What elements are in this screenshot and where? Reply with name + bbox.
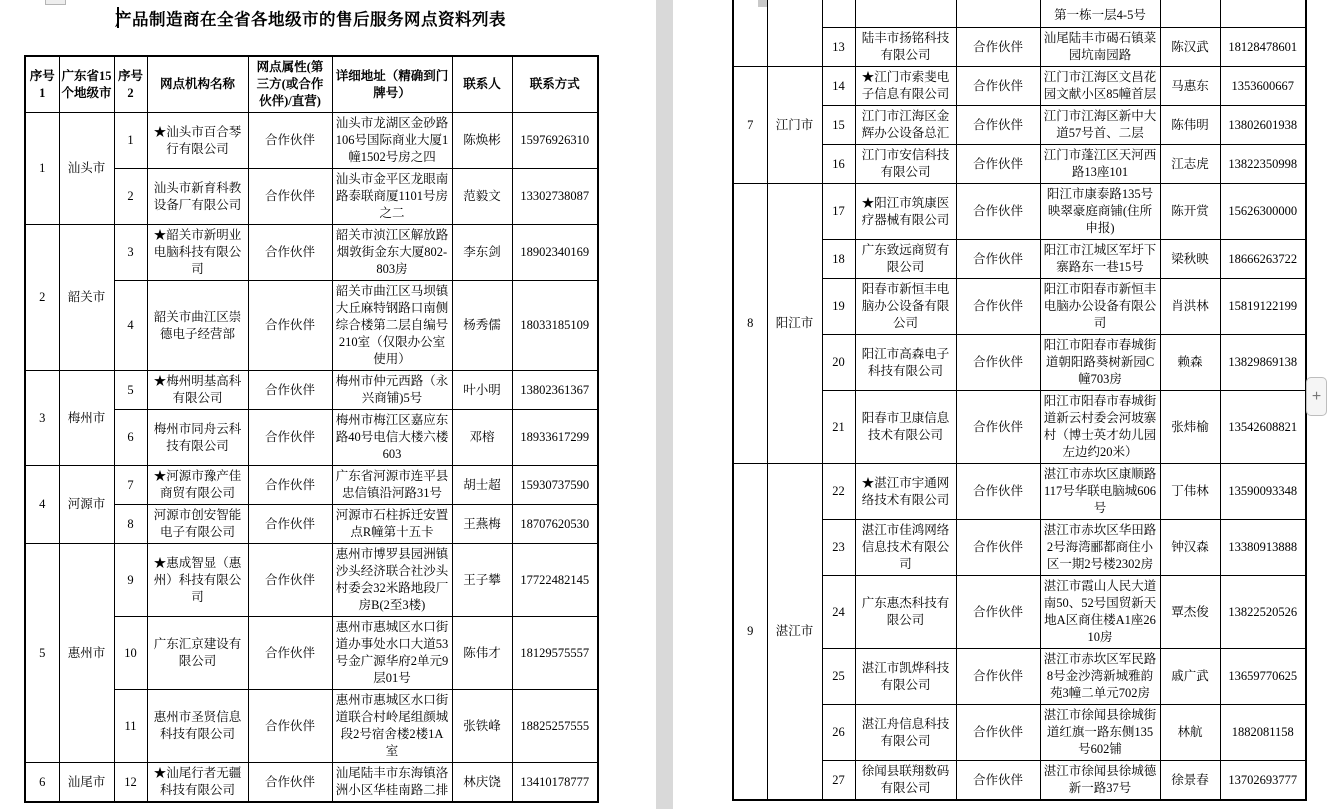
- top-edge-fragment-icon: [758, 0, 767, 7]
- no-cell: 9: [114, 544, 147, 617]
- group-no-cell: 4: [25, 466, 59, 544]
- addr-cell: 汕尾陆丰市碣石镇菜园坑南园路: [1040, 28, 1160, 67]
- table-row: [25, 466, 598, 505]
- group-city-cell: 汕头市: [59, 113, 114, 225]
- attr-cell: 合作伙伴: [956, 106, 1040, 145]
- contact-cell: 钟汉森: [1160, 520, 1220, 576]
- addr-cell: 汕头市金平区龙眼南路泰联商厦1101号房之二: [332, 169, 452, 225]
- phone-cell: 13802601938: [1220, 106, 1306, 145]
- no-cell: 23: [822, 520, 855, 576]
- no-cell: 1: [114, 113, 147, 169]
- name-cell: 韶关市曲江区崇德电子经营部: [147, 281, 248, 371]
- no-cell: 14: [822, 67, 855, 106]
- addr-cell: 阳江市阳春市春城街道新云村委会河坡寨村（博士英才幼儿园左边约20米）: [1040, 391, 1160, 464]
- addr-cell: 江门市蓬江区天河西路13座101: [1040, 145, 1160, 184]
- no-cell: 12: [114, 763, 147, 803]
- group-city-cell: 汕尾市: [59, 763, 114, 803]
- phone-cell: 18707620530: [512, 505, 598, 544]
- name-cell: ★韶关市新明业电脑科技有限公司: [147, 225, 248, 281]
- phone-cell: 13822350998: [1220, 145, 1306, 184]
- contact-cell: 范毅文: [452, 169, 512, 225]
- attr-cell: 合作伙伴: [956, 391, 1040, 464]
- name-cell: ★汕头市百合琴行有限公司: [147, 113, 248, 169]
- addr-cell: 湛江市赤坎区军民路8号金沙湾新城雅韵苑3幢二单元702房: [1040, 649, 1160, 705]
- contact-cell: 陈伟明: [1160, 106, 1220, 145]
- group-no-cell: 5: [25, 544, 59, 763]
- group-city-cell: 江门市: [767, 67, 822, 184]
- column-header: 联系人: [452, 56, 512, 113]
- no-cell: 22: [822, 464, 855, 520]
- column-header: 联系方式: [512, 56, 598, 113]
- contact-cell: 陈开赏: [1160, 184, 1220, 240]
- group-city-cell: 韶关市: [59, 225, 114, 371]
- contact-cell: [1160, 0, 1220, 28]
- phone-cell: 17722482145: [512, 544, 598, 617]
- phone-cell: 13829869138: [1220, 335, 1306, 391]
- phone-cell: 13380913888: [1220, 520, 1306, 576]
- phone-cell: 13542608821: [1220, 391, 1306, 464]
- phone-cell: 18033185109: [512, 281, 598, 371]
- attr-cell: 合作伙伴: [248, 225, 332, 281]
- contact-cell: 叶小明: [452, 371, 512, 410]
- group-no-cell: 2: [25, 225, 59, 371]
- attr-cell: 合作伙伴: [956, 520, 1040, 576]
- no-cell: 5: [114, 371, 147, 410]
- no-cell: 20: [822, 335, 855, 391]
- table-row: [733, 0, 1306, 28]
- addr-cell: 阳江市康泰路135号映翠豪庭商铺(住所申报): [1040, 184, 1160, 240]
- phone-cell: 13410178777: [512, 763, 598, 803]
- table-row: [25, 113, 598, 169]
- group-city-cell: 湛江市: [767, 464, 822, 801]
- table-row: [25, 544, 598, 617]
- attr-cell: 合作伙伴: [956, 279, 1040, 335]
- table-row: [733, 464, 1306, 520]
- no-cell: 25: [822, 649, 855, 705]
- addr-cell: 江门市江海区新中大道57号首、二层: [1040, 106, 1160, 145]
- table-row: [25, 763, 598, 803]
- page-2[interactable]: [673, 0, 1335, 809]
- phone-cell: 15976926310: [512, 113, 598, 169]
- contact-cell: 陈汉武: [1160, 28, 1220, 67]
- contact-cell: 邓榕: [452, 410, 512, 466]
- column-header: 网点机构名称: [147, 56, 248, 113]
- attr-cell: 合作伙伴: [248, 281, 332, 371]
- phone-cell: 1882081158: [1220, 705, 1306, 761]
- name-cell: 江门市江海区金辉办公设备总汇: [855, 106, 956, 145]
- contact-cell: 王燕梅: [452, 505, 512, 544]
- contact-cell: 梁秋映: [1160, 240, 1220, 279]
- group-no-cell: [733, 0, 767, 67]
- contact-cell: 肖洪林: [1160, 279, 1220, 335]
- no-cell: 17: [822, 184, 855, 240]
- contact-cell: 丁伟林: [1160, 464, 1220, 520]
- name-cell: ★阳江市筑康医疗器械有限公司: [855, 184, 956, 240]
- column-header: 广东省15个地级市: [59, 56, 114, 113]
- name-cell: 广东汇京建设有限公司: [147, 617, 248, 690]
- group-city-cell: [767, 0, 822, 67]
- addr-cell: 汕尾陆丰市东海镇洛洲小区华桂南路二排: [332, 763, 452, 803]
- group-no-cell: 7: [733, 67, 767, 184]
- no-cell: 26: [822, 705, 855, 761]
- no-cell: 10: [114, 617, 147, 690]
- no-cell: 18: [822, 240, 855, 279]
- attr-cell: 合作伙伴: [248, 690, 332, 763]
- header-row: [25, 56, 598, 113]
- name-cell: ★惠成智显（惠州）科技有限公司: [147, 544, 248, 617]
- no-cell: 27: [822, 761, 855, 801]
- group-city-cell: 阳江市: [767, 184, 822, 464]
- no-cell: 3: [114, 225, 147, 281]
- no-cell: 19: [822, 279, 855, 335]
- name-cell: ★汕尾行者无疆科技有限公司: [147, 763, 248, 803]
- no-cell: 8: [114, 505, 147, 544]
- phone-cell: 13822520526: [1220, 576, 1306, 649]
- addr-cell: 阳江市江城区军圩下寨路东一巷15号: [1040, 240, 1160, 279]
- attr-cell: 合作伙伴: [248, 371, 332, 410]
- addr-cell: 韶关市曲江区马坝镇大丘麻特钢路口南侧综合楼第二层自编号210室（仅限办公室使用）: [332, 281, 452, 371]
- no-cell: 2: [114, 169, 147, 225]
- name-cell: ★江门市索斐电子信息有限公司: [855, 67, 956, 106]
- name-cell: ★梅州明基高科有限公司: [147, 371, 248, 410]
- top-toolbar-fragment-icon: [45, 0, 66, 5]
- doc-table: [24, 55, 599, 803]
- column-header: 网点属性(第三方(或合作伙伴)/直营): [248, 56, 332, 113]
- phone-cell: [1220, 0, 1306, 28]
- phone-cell: 18933617299: [512, 410, 598, 466]
- phone-cell: 13302738087: [512, 169, 598, 225]
- name-cell: 湛江舟信息科技有限公司: [855, 705, 956, 761]
- no-cell: 21: [822, 391, 855, 464]
- attr-cell: 合作伙伴: [248, 505, 332, 544]
- name-cell: 陆丰市扬铭科技有限公司: [855, 28, 956, 67]
- table-row: [733, 184, 1306, 240]
- no-cell: 13: [822, 28, 855, 67]
- phone-cell: 18128478601: [1220, 28, 1306, 67]
- name-cell: 河源市创安智能电子有限公司: [147, 505, 248, 544]
- name-cell: 江门市安信科技有限公司: [855, 145, 956, 184]
- document-title: 产品制造商在全省各地级市的售后服务网点资料列表: [115, 10, 506, 29]
- no-cell: 15: [822, 106, 855, 145]
- attr-cell: 合作伙伴: [248, 410, 332, 466]
- phone-cell: 18129575557: [512, 617, 598, 690]
- attr-cell: 合作伙伴: [956, 576, 1040, 649]
- contact-cell: 戚广武: [1160, 649, 1220, 705]
- service-network-table-page1: [24, 55, 599, 803]
- table-row: [25, 225, 598, 281]
- name-cell: [855, 0, 956, 28]
- attr-cell: 合作伙伴: [956, 28, 1040, 67]
- name-cell: 惠州市圣贤信息科技有限公司: [147, 690, 248, 763]
- addr-cell: 湛江市赤坎区华田路2号海湾郦都商住小区一期2号楼2302房: [1040, 520, 1160, 576]
- group-no-cell: 1: [25, 113, 59, 225]
- attr-cell: [956, 0, 1040, 28]
- contact-cell: 马惠东: [1160, 67, 1220, 106]
- addr-cell: 阳江市阳春市春城街道朝阳路葵树新园C幢703房: [1040, 335, 1160, 391]
- add-page-plus-button[interactable]: +: [1306, 377, 1327, 416]
- phone-cell: 13659770625: [1220, 649, 1306, 705]
- name-cell: 徐闻县联翔数码有限公司: [855, 761, 956, 801]
- contact-cell: 张炜榆: [1160, 391, 1220, 464]
- no-cell: 24: [822, 576, 855, 649]
- contact-cell: 李东剑: [452, 225, 512, 281]
- addr-cell: 惠州市惠城区水口街道办事处水口大道53号金广源华府2单元9层01号: [332, 617, 452, 690]
- phone-cell: 15626300000: [1220, 184, 1306, 240]
- doc-table: [732, 0, 1307, 801]
- phone-cell: 13702693777: [1220, 761, 1306, 801]
- phone-cell: 15819122199: [1220, 279, 1306, 335]
- contact-cell: 陈伟才: [452, 617, 512, 690]
- group-city-cell: 河源市: [59, 466, 114, 544]
- addr-cell: 惠州市惠城区水口街道联合村岭尾组颜城段2号宿舍楼2楼1A室: [332, 690, 452, 763]
- attr-cell: 合作伙伴: [956, 145, 1040, 184]
- name-cell: 湛江市佳鸿网络信息技术有限公司: [855, 520, 956, 576]
- contact-cell: 江志虎: [1160, 145, 1220, 184]
- attr-cell: 合作伙伴: [248, 617, 332, 690]
- addr-cell: 湛江市徐闻县徐城德新一路37号: [1040, 761, 1160, 801]
- group-city-cell: 惠州市: [59, 544, 114, 763]
- no-cell: [822, 0, 855, 28]
- group-city-cell: 梅州市: [59, 371, 114, 466]
- page-1[interactable]: [0, 0, 656, 809]
- name-cell: 阳春市新恒丰电脑办公设备有限公司: [855, 279, 956, 335]
- attr-cell: 合作伙伴: [956, 761, 1040, 801]
- name-cell: ★河源市豫产佳商贸有限公司: [147, 466, 248, 505]
- name-cell: 广东致远商贸有限公司: [855, 240, 956, 279]
- no-cell: 11: [114, 690, 147, 763]
- attr-cell: 合作伙伴: [248, 466, 332, 505]
- no-cell: 7: [114, 466, 147, 505]
- name-cell: 湛江市凯烨科技有限公司: [855, 649, 956, 705]
- contact-cell: 林航: [1160, 705, 1220, 761]
- addr-cell: 梅州市梅江区嘉应东路40号电信大楼六楼603: [332, 410, 452, 466]
- addr-cell: 湛江市赤坎区康顺路117号华联电脑城606号: [1040, 464, 1160, 520]
- column-header: 序号2: [114, 56, 147, 113]
- contact-cell: 林庆饶: [452, 763, 512, 803]
- phone-cell: 1353600667: [1220, 67, 1306, 106]
- attr-cell: 合作伙伴: [956, 705, 1040, 761]
- name-cell: 阳春市卫康信息技术有限公司: [855, 391, 956, 464]
- group-no-cell: 9: [733, 464, 767, 801]
- addr-cell: 河源市石柱拆迁安置点R幢第十五卡: [332, 505, 452, 544]
- name-cell: 梅州市同舟云科技有限公司: [147, 410, 248, 466]
- attr-cell: 合作伙伴: [956, 649, 1040, 705]
- addr-cell: 汕头市龙湖区金砂路106号国际商业大厦1幢1502号房之四: [332, 113, 452, 169]
- no-cell: 16: [822, 145, 855, 184]
- addr-cell: 第一栋一层4-5号: [1040, 0, 1160, 28]
- phone-cell: 18666263722: [1220, 240, 1306, 279]
- contact-cell: 王子攀: [452, 544, 512, 617]
- addr-cell: 梅州市仲元西路（永兴商铺)5号: [332, 371, 452, 410]
- addr-cell: 湛江市霞山人民大道南50、52号国贸新天地A区商住楼A1座2610房: [1040, 576, 1160, 649]
- addr-cell: 广东省河源市连平县忠信镇沿河路31号: [332, 466, 452, 505]
- service-network-table-page2: [732, 0, 1307, 801]
- attr-cell: 合作伙伴: [248, 113, 332, 169]
- group-no-cell: 6: [25, 763, 59, 803]
- attr-cell: 合作伙伴: [956, 67, 1040, 106]
- contact-cell: 赖森: [1160, 335, 1220, 391]
- table-row: [25, 371, 598, 410]
- attr-cell: 合作伙伴: [956, 184, 1040, 240]
- name-cell: 广东惠杰科技有限公司: [855, 576, 956, 649]
- phone-cell: 18902340169: [512, 225, 598, 281]
- contact-cell: 杨秀儒: [452, 281, 512, 371]
- name-cell: ★湛江市宇通网络技术有限公司: [855, 464, 956, 520]
- column-header: 序号1: [25, 56, 59, 113]
- phone-cell: 13802361367: [512, 371, 598, 410]
- attr-cell: 合作伙伴: [248, 763, 332, 803]
- no-cell: 6: [114, 410, 147, 466]
- contact-cell: 陈焕彬: [452, 113, 512, 169]
- group-no-cell: 3: [25, 371, 59, 466]
- no-cell: 4: [114, 281, 147, 371]
- contact-cell: 胡士超: [452, 466, 512, 505]
- addr-cell: 阳江市阳春市新恒丰电脑办公设备有限公司: [1040, 279, 1160, 335]
- table-row: [733, 67, 1306, 106]
- contact-cell: 覃杰俊: [1160, 576, 1220, 649]
- attr-cell: 合作伙伴: [956, 335, 1040, 391]
- phone-cell: 15930737590: [512, 466, 598, 505]
- name-cell: 阳江市高森电子科技有限公司: [855, 335, 956, 391]
- column-header: 详细地址（精确到门牌号）: [332, 56, 452, 113]
- addr-cell: 江门市江海区文昌花园文献小区85幢首层: [1040, 67, 1160, 106]
- attr-cell: 合作伙伴: [248, 544, 332, 617]
- attr-cell: 合作伙伴: [956, 464, 1040, 520]
- attr-cell: 合作伙伴: [248, 169, 332, 225]
- attr-cell: 合作伙伴: [956, 240, 1040, 279]
- addr-cell: 惠州市博罗县园洲镇沙头经济联合社沙头村委会32米路地段厂房B(2至3楼): [332, 544, 452, 617]
- contact-cell: 张铁峰: [452, 690, 512, 763]
- addr-cell: 韶关市浈江区解放路烟敦街金东大厦802-803房: [332, 225, 452, 281]
- contact-cell: 徐景春: [1160, 761, 1220, 801]
- addr-cell: 湛江市徐闻县徐城街道红旗一路东侧135号602铺: [1040, 705, 1160, 761]
- group-no-cell: 8: [733, 184, 767, 464]
- phone-cell: 18825257555: [512, 690, 598, 763]
- phone-cell: 13590093348: [1220, 464, 1306, 520]
- name-cell: 汕头市新育科教设备厂有限公司: [147, 169, 248, 225]
